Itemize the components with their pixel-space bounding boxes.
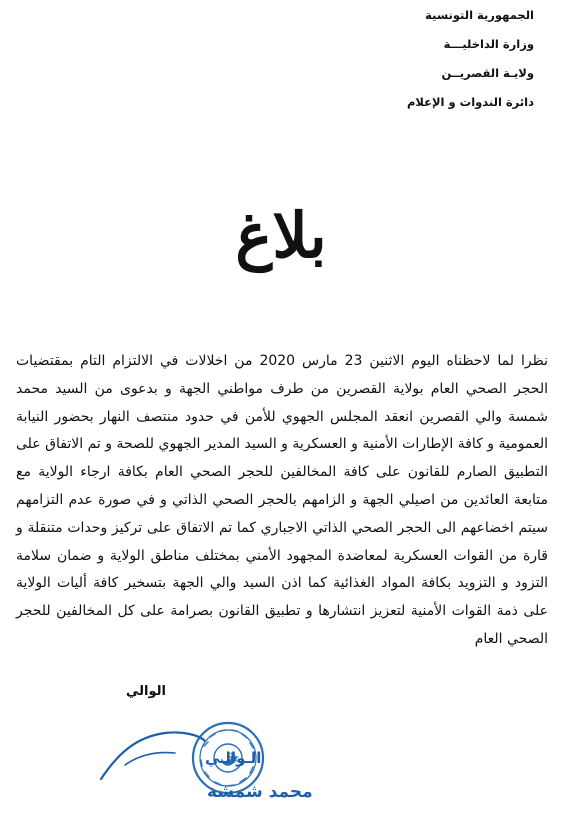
letterhead — [407, 10, 534, 126]
document-title: بلاغ — [235, 199, 327, 272]
announcement-body: نظرا لما لاحظناه اليوم الاثنين 23 مارس 2020 من اخلالات في الالتزام التام بمقتضيات الحجر الصحي العام بولاية القصرين من طرف مواطني الجهة و بدعوى من السيد محمد شمسة والي القصرين انعقد المجلس الجهوي للأمن في حدود منتصف النهار بحضور النيابة العمومية و كافة الإطارات الأمنية و العسكرية و السيد المدير الجهوي للصحة و تم الاتفاق على التطبيق الصارم للقانون على كافة المخالفين للحجر الصحي العام بكافة ارجاء الولاية مع متابعة العائدين من اصيلي الجهة و الزامهم بالحجر الصحي الذاتي و في صورة عدم التزامهم سيتم اخضاعهم الى الحجر الصحي الذاتي الاجباري كما تم الاتفاق على تركيز وحدات متنقلة و قارة من القوات العسكرية لمعاضدة المجهود الأمني بمختلف مناطق الولاية و ضمان سلامة التزود و التزويد بكافة المواد الغذائية كما اذن السيد والي الجهة بتسخير كافة أليات الولاية على ذمة القوات الأمنية لتعزيز انتشارها و تطبيق القانون بصرامة على كل المخالفين للحجر الصحي العام — [16, 353, 548, 647]
header-department: دائرة الندوات و الإعلام — [406, 95, 534, 109]
header-republic: الجمهورية التونسية — [425, 8, 534, 22]
signature-title-text: الـوالـي — [205, 749, 262, 767]
header-governorate: ولايـة القصريــن — [441, 66, 534, 80]
header-ministry: وزارة الداخليـــة — [443, 37, 534, 51]
signer-title: الوالي — [126, 684, 166, 699]
handwritten-signature — [95, 725, 313, 805]
signature-name-text: محمد شمشة — [207, 782, 313, 802]
